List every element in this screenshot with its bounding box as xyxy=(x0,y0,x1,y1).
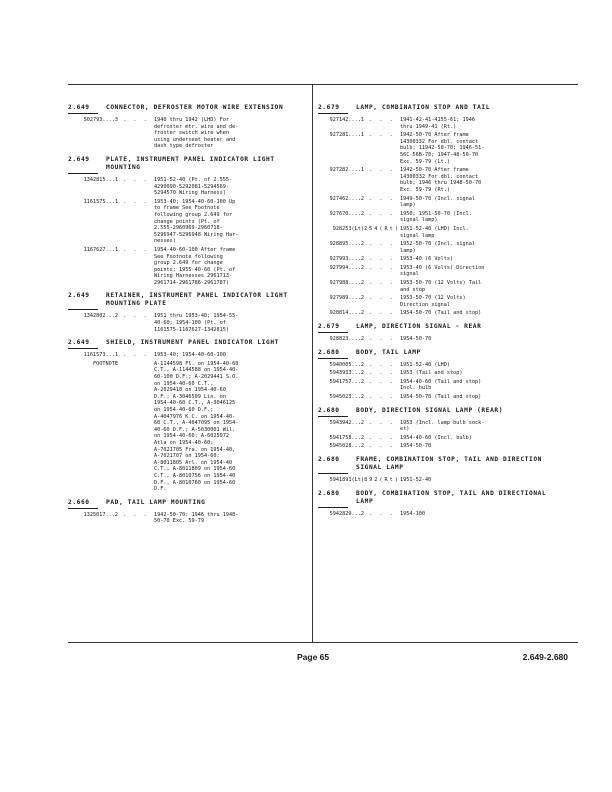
section-heading xyxy=(318,407,568,415)
section-title: FRAME, COMBINATION STOP, TAIL AND DIRECTION SIGNAL LAMP xyxy=(356,455,542,471)
part-entry xyxy=(318,420,568,433)
catalog-section xyxy=(68,499,306,525)
part-number: 927988....2 xyxy=(329,280,364,287)
part-number: 927142....1 xyxy=(329,117,364,123)
part-description: 1954-40-60-100 After frame See Footnote following group 2.649 for change points; 1955-40-60 (Pt. of Wiring Harnesses 2961713- 2961714-2961786-2961787) xyxy=(154,246,236,286)
part-number: 927281....1 xyxy=(329,132,364,139)
part-entry xyxy=(318,132,568,165)
part-number: 927994....2 xyxy=(329,264,364,271)
quantity-dots: . . . xyxy=(369,378,395,385)
part-description: 1954-50-70 xyxy=(400,336,432,343)
part-entry xyxy=(68,361,306,493)
part-entry xyxy=(318,477,568,484)
part-number: 5945023...2 xyxy=(329,394,364,400)
group-number: 2.680 xyxy=(318,455,340,463)
top-rule xyxy=(68,84,578,85)
quantity-dots: . . . xyxy=(369,132,395,139)
part-entry xyxy=(68,313,306,333)
part-description: 1951-52-40 (LHD) Incl. signal lamp xyxy=(400,225,469,239)
part-entry xyxy=(318,241,568,254)
part-description: 1951-52-40 (Pt. of 2.555- 4290090-5292081-5294569- 5294570 Wiring Harness) xyxy=(154,176,233,197)
section-heading xyxy=(68,104,306,112)
part-description: 1953-40 (6 Volts) Direction signal xyxy=(400,264,485,278)
heading-underline xyxy=(318,332,348,333)
part-number: 5943933...2 xyxy=(329,370,364,377)
part-description: 1954-40-60 (Tail and stop) Incl. bulb xyxy=(400,378,482,392)
quantity-dots: . . . xyxy=(123,352,149,359)
part-entry xyxy=(68,247,306,287)
part-description: 1942-50-70 After frame 14300332 For dbl. contact bulb; 1946 thru 1948-50-70 Exc. 59-79 (Rt.) xyxy=(400,167,482,193)
quantity-dots: . . . xyxy=(369,394,395,400)
quantity-dots: . . . xyxy=(369,241,395,248)
heading-underline xyxy=(318,507,348,508)
quantity-dots: . . . xyxy=(369,419,395,426)
part-description: 1954-50-70 xyxy=(400,443,432,450)
part-description: 1954-50-70 (Tail and stop) xyxy=(400,310,482,317)
section-heading xyxy=(68,339,306,347)
quantity-dots: . . . xyxy=(123,511,149,518)
part-description: 1949-50-70 (Incl. signal lamp) xyxy=(400,195,475,209)
quantity-dots: . . . xyxy=(123,246,149,253)
quantity-dots: . . . xyxy=(369,295,395,302)
section-title: PLATE, INSTRUMENT PANEL INDICATOR LIGHT MOUNTING xyxy=(106,155,275,171)
part-description: 1942-50-70; 1946 thru 1948- 50-70 Exc. 59-79 xyxy=(154,511,239,525)
bottom-rule xyxy=(68,642,578,643)
heading-underline xyxy=(68,348,98,349)
quantity-dots xyxy=(118,361,154,493)
section-title: LAMP, DIRECTION SIGNAL - REAR xyxy=(356,323,482,331)
part-entry xyxy=(68,352,306,359)
quantity-dots: . . . xyxy=(123,198,149,205)
heading-underline xyxy=(68,309,98,310)
part-entry xyxy=(318,117,568,130)
catalog-section xyxy=(68,104,306,150)
part-number: 928253(Lt) xyxy=(332,225,364,232)
catalog-section xyxy=(318,349,568,401)
part-entry xyxy=(318,511,568,518)
quantity-dots: . . . xyxy=(123,313,149,320)
catalog-section xyxy=(318,104,568,317)
heading-underline xyxy=(318,358,348,359)
part-description: 1953-40; 1954-40-60-100 xyxy=(154,352,226,359)
quantity-dots: . . . xyxy=(369,264,395,271)
part-number: 5941757...2 xyxy=(329,378,364,385)
quantity-dots: 892(Rt) xyxy=(364,476,400,483)
part-description: 1942-50-70 After frame 14300332 For dbl. contact bulb; 11942-50-70; 1946-51- 56C-56B-70; 1947-48-50-70 Exc. 59-79 (Lt.) xyxy=(400,132,485,165)
quantity-dots: 254(Rt) xyxy=(364,225,400,232)
section-range: 2.649-2.680 xyxy=(522,652,568,662)
part-description: 1953-40 (6 Volts) xyxy=(400,256,454,263)
catalog-section xyxy=(318,323,568,343)
section-title: RETAINER, INSTRUMENT PANEL INDICATOR LIGHT MOUNTING PLATE xyxy=(106,292,288,308)
group-number: 2.649 xyxy=(68,155,90,163)
heading-underline xyxy=(68,508,98,509)
group-number: 2.649 xyxy=(68,339,90,347)
section-heading xyxy=(68,156,306,172)
part-number: 1325017...2 xyxy=(83,511,118,518)
part-number: 5940005...2 xyxy=(329,361,364,368)
section-heading xyxy=(68,292,306,308)
section-heading xyxy=(318,323,568,331)
part-description: 1952-50-70 (Incl. signal lamp) xyxy=(400,241,475,254)
quantity-dots: . . . xyxy=(369,370,395,377)
part-number: 5945028...2 xyxy=(329,443,364,450)
heading-underline xyxy=(318,416,348,417)
part-description: 1951-52-40 xyxy=(400,476,432,483)
section-title: SHIELD, INSTRUMENT PANEL INDICATOR LIGHT xyxy=(106,339,280,347)
part-entry xyxy=(68,177,306,197)
section-title: CONNECTOR, DEFROSTER MOTOR WIRE EXTENSION xyxy=(106,104,284,111)
catalog-section xyxy=(318,490,568,518)
section-heading xyxy=(318,349,568,357)
part-entry xyxy=(318,280,568,293)
part-entry xyxy=(68,512,306,525)
part-entry xyxy=(318,370,568,377)
part-entry xyxy=(68,117,306,150)
quantity-dots: . . . xyxy=(123,176,149,183)
part-description: 1941-42-41-4155-61; 1946 thru 1949-41 (Rt.) xyxy=(400,117,475,130)
quantity-dots: . . . xyxy=(369,256,395,263)
part-number: 1342802...2 xyxy=(83,313,118,320)
group-number: 2.649 xyxy=(68,104,90,111)
group-number: 2.649 xyxy=(68,292,90,300)
part-number: 5941891(Lt) xyxy=(329,476,364,483)
heading-underline xyxy=(318,473,348,474)
part-entry xyxy=(318,394,568,401)
part-description: 1951 thru 1953-40; 1954-55- 40-60; 1954-100 (Pt. of 1161575-1167627-1342815) xyxy=(154,313,239,333)
part-number: 928814....2 xyxy=(329,310,364,317)
section-heading xyxy=(318,456,568,472)
catalog-section xyxy=(318,456,568,484)
part-number: 5941758...2 xyxy=(329,434,364,441)
quantity-dots: . . . xyxy=(369,210,395,217)
section-title: BODY, DIRECTION SIGNAL LAMP (REAR) xyxy=(356,406,504,414)
part-entry xyxy=(318,435,568,442)
part-entry xyxy=(318,310,568,317)
part-number: 928823....2 xyxy=(329,336,364,343)
catalog-section xyxy=(68,156,306,287)
part-number: 1161573...1 xyxy=(83,352,118,359)
catalog-section xyxy=(68,292,306,333)
part-number: 1161575...1 xyxy=(83,198,118,205)
part-entry xyxy=(318,379,568,392)
part-description: 1940 thru 1942 (LHD) For defroster mtr. wire and de- froster switch wire when using underseat heater and dash type defroster xyxy=(154,117,239,150)
group-number: 2.680 xyxy=(318,406,340,414)
section-title: LAMP, COMBINATION STOP AND TAIL xyxy=(356,104,491,111)
part-description: 1953-50-70 (12 Volts) Direction signal xyxy=(400,295,466,308)
part-description: A-1144598 Fl. on 1954-40-60 C.T., A-1144588 on 1954-40- 60-100 D.F.; A-2029441 S.O. on 1954-40-60 C.T., A-2029418 on 1954-40-60 D.F.; A-3046509 Lin. on 1954-40-60 C.T., A-3046125 on 1954-40-60 D.F.; A-4047976 K.C. on 1954-40- 60 C.T., A-4047095 on 1954- 40-60 D.F.; A-5030001 Wil. on 1954-40-60; A-6025972 Atla on 1954-40-60; A-7021705 Fra. on 1954-40, A-7021707 on 1954-60; A-8011805 Arl. on 1954-40 C.T., A-8011809 on 1954-60 C.T., A-8010756 on 1954-40 D.F., A-8010760 on 1954-60 D.F. xyxy=(154,360,239,493)
part-description: 1953 (Incl. lamp bulb sock- et) xyxy=(400,419,485,433)
part-number: FOOTNOTE xyxy=(93,360,118,367)
part-number: 1342815...1 xyxy=(83,176,118,183)
part-entry xyxy=(318,167,568,193)
part-number: 928895....2 xyxy=(329,241,364,248)
quantity-dots: . . . xyxy=(369,195,395,202)
part-entry xyxy=(318,443,568,450)
part-description: 1953 (Tail and stop) xyxy=(400,370,463,377)
group-number: 2.679 xyxy=(318,323,340,331)
group-number: 2.680 xyxy=(318,489,340,497)
column-divider xyxy=(312,84,313,642)
section-heading xyxy=(318,104,568,112)
part-number: 927462....2 xyxy=(329,195,364,202)
catalog-section xyxy=(68,339,306,492)
part-entry xyxy=(318,336,568,343)
left-column xyxy=(68,104,306,531)
part-entry xyxy=(318,265,568,278)
part-number: 927989....2 xyxy=(329,295,364,302)
heading-underline xyxy=(318,113,348,114)
group-number: 2.660 xyxy=(68,498,90,506)
section-title: BODY, TAIL LAMP xyxy=(356,348,421,356)
part-entry xyxy=(318,256,568,263)
part-entry xyxy=(318,362,568,369)
quantity-dots: . . . xyxy=(369,310,395,317)
quantity-dots: . . . xyxy=(369,117,395,123)
heading-underline xyxy=(68,173,98,174)
part-entry xyxy=(318,196,568,209)
part-number: 5943942...2 xyxy=(329,419,364,426)
quantity-dots: . . . xyxy=(369,336,395,343)
part-description: 1954-100 xyxy=(400,510,425,517)
section-heading xyxy=(318,490,568,506)
part-entry xyxy=(318,211,568,224)
section-title: PAD, TAIL LAMP MOUNTING xyxy=(106,498,206,506)
part-entry xyxy=(318,226,568,239)
section-title: BODY, COMBINATION STOP, TAIL AND DIRECTIONAL LAMP xyxy=(356,489,547,505)
part-description: 1953-50-70 (12 Volts) Tail and stop xyxy=(400,280,482,293)
quantity-dots: . . . xyxy=(123,117,149,123)
section-heading xyxy=(68,499,306,507)
quantity-dots: . . . xyxy=(369,434,395,441)
group-number: 2.680 xyxy=(318,348,340,356)
part-description: 1953-40; 1954-40-60-100 Up to frame See Footnote following group 2.649 for change points (Pt. of 2.555-2960969-2960718- 5296947-5296948 Wiring Har- nesses) xyxy=(154,198,239,245)
quantity-dots: . . . xyxy=(369,510,395,517)
part-entry xyxy=(68,199,306,245)
quantity-dots: . . . xyxy=(369,443,395,450)
group-number: 2.679 xyxy=(318,104,340,111)
part-number: 1167627...1 xyxy=(83,246,118,253)
part-description: 1951-52-40 (LHD) xyxy=(400,361,450,368)
part-entry xyxy=(318,295,568,308)
right-column xyxy=(318,104,568,523)
part-number: 927670....2 xyxy=(329,210,364,217)
part-description: 1954-40-60 (Incl. bulb) xyxy=(400,434,472,441)
page-number: Page 65 xyxy=(297,652,330,662)
part-number: 502793....3 xyxy=(83,117,118,123)
quantity-dots: . . . xyxy=(369,361,395,368)
quantity-dots: . . . xyxy=(369,167,395,174)
part-number: 927282....1 xyxy=(329,167,364,174)
part-description: 1950; 1951-50-70 (Incl. signal lamp) xyxy=(400,210,472,224)
quantity-dots: . . . xyxy=(369,280,395,287)
part-description: 1954-50-70 (Tail and stop) xyxy=(400,394,482,400)
catalog-section xyxy=(318,407,568,450)
heading-underline xyxy=(68,113,98,114)
part-number: 927993....2 xyxy=(329,256,364,263)
part-number: 5942829...2 xyxy=(329,510,364,517)
